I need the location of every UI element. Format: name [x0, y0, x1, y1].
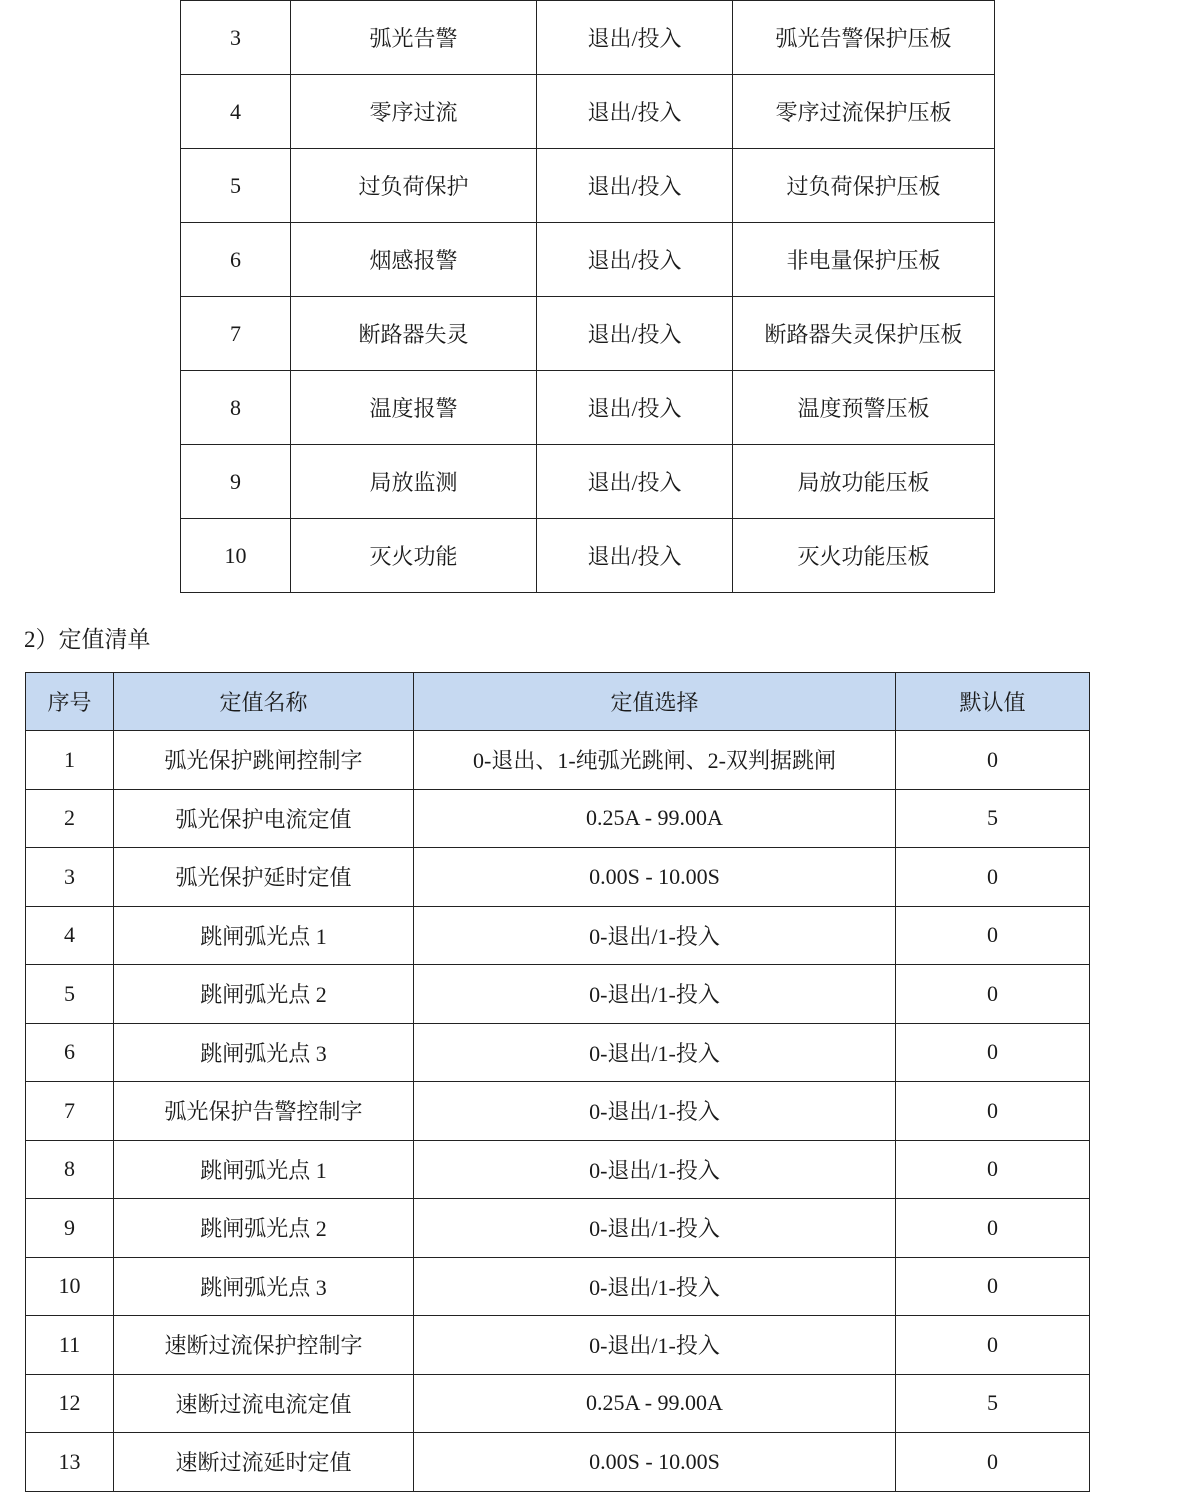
- plate-function-name: 局放监测: [291, 445, 537, 519]
- setting-default-value: 0: [896, 1140, 1090, 1199]
- table-row: [181, 371, 995, 445]
- plate-state: 退出/投入: [537, 297, 733, 371]
- setting-name: 跳闸弧光点 3: [114, 1023, 414, 1082]
- setting-row-number: 1: [26, 731, 114, 790]
- plate-function-name: 灭火功能: [291, 519, 537, 593]
- setting-name: 速断过流电流定值: [114, 1374, 414, 1433]
- setting-name: 跳闸弧光点 3: [114, 1257, 414, 1316]
- setting-default-value: 0: [896, 1433, 1090, 1492]
- setting-name: 弧光保护告警控制字: [114, 1082, 414, 1141]
- settings-list-table: [25, 672, 1090, 1492]
- plate-state: 退出/投入: [537, 519, 733, 593]
- plate-state: 退出/投入: [537, 223, 733, 297]
- setting-name: 跳闸弧光点 2: [114, 1199, 414, 1258]
- setting-default-value: 5: [896, 789, 1090, 848]
- plate-state: 退出/投入: [537, 149, 733, 223]
- plate-function-name: 烟感报警: [291, 223, 537, 297]
- setting-choice: 0-退出/1-投入: [414, 906, 896, 965]
- plate-function-name: 温度报警: [291, 371, 537, 445]
- plate-row-number: 4: [181, 75, 291, 149]
- plate-name: 灭火功能压板: [733, 519, 995, 593]
- setting-row-number: 8: [26, 1140, 114, 1199]
- setting-default-value: 0: [896, 1316, 1090, 1375]
- settings-header-row: [26, 673, 1090, 731]
- plate-name: 弧光告警保护压板: [733, 1, 995, 75]
- setting-choice: 0.25A - 99.00A: [414, 1374, 896, 1433]
- setting-row-number: 12: [26, 1374, 114, 1433]
- setting-row-number: 7: [26, 1082, 114, 1141]
- protection-plate-table-body: [181, 1, 995, 593]
- table-row: [26, 965, 1090, 1024]
- setting-name: 速断过流保护控制字: [114, 1316, 414, 1375]
- setting-row-number: 11: [26, 1316, 114, 1375]
- plate-function-name: 弧光告警: [291, 1, 537, 75]
- table-row: [26, 1140, 1090, 1199]
- plate-name: 局放功能压板: [733, 445, 995, 519]
- setting-default-value: 0: [896, 848, 1090, 907]
- table-row: [181, 149, 995, 223]
- setting-choice: 0.00S - 10.00S: [414, 1433, 896, 1492]
- table-row: [181, 1, 995, 75]
- plate-state: 退出/投入: [537, 75, 733, 149]
- table-row: [26, 789, 1090, 848]
- setting-choice: 0.25A - 99.00A: [414, 789, 896, 848]
- setting-row-number: 10: [26, 1257, 114, 1316]
- plate-state: 退出/投入: [537, 1, 733, 75]
- table-row: [26, 848, 1090, 907]
- setting-choice: 0-退出/1-投入: [414, 1257, 896, 1316]
- table-row: [26, 1257, 1090, 1316]
- table-row: [181, 75, 995, 149]
- setting-row-number: 5: [26, 965, 114, 1024]
- plate-row-number: 7: [181, 297, 291, 371]
- setting-name: 跳闸弧光点 2: [114, 965, 414, 1024]
- setting-row-number: 2: [26, 789, 114, 848]
- table-row: [26, 906, 1090, 965]
- setting-choice: 0-退出/1-投入: [414, 1082, 896, 1141]
- setting-name: 速断过流延时定值: [114, 1433, 414, 1492]
- table-row: [26, 1433, 1090, 1492]
- header-default-value: 默认值: [896, 673, 1090, 731]
- setting-choice: 0-退出/1-投入: [414, 1316, 896, 1375]
- setting-default-value: 0: [896, 906, 1090, 965]
- setting-name: 弧光保护跳闸控制字: [114, 731, 414, 790]
- plate-row-number: 10: [181, 519, 291, 593]
- plate-name: 零序过流保护压板: [733, 75, 995, 149]
- table-row: [26, 731, 1090, 790]
- plate-state: 退出/投入: [537, 445, 733, 519]
- plate-function-name: 断路器失灵: [291, 297, 537, 371]
- setting-choice: 0-退出/1-投入: [414, 1023, 896, 1082]
- plate-row-number: 9: [181, 445, 291, 519]
- setting-row-number: 4: [26, 906, 114, 965]
- setting-choice: 0-退出、1-纯弧光跳闸、2-双判据跳闸: [414, 731, 896, 790]
- protection-plate-table: [180, 0, 995, 593]
- setting-choice: 0-退出/1-投入: [414, 1140, 896, 1199]
- header-serial-number: 序号: [26, 673, 114, 731]
- plate-name: 温度预警压板: [733, 371, 995, 445]
- setting-default-value: 5: [896, 1374, 1090, 1433]
- setting-default-value: 0: [896, 1199, 1090, 1258]
- plate-state: 退出/投入: [537, 371, 733, 445]
- setting-default-value: 0: [896, 731, 1090, 790]
- plate-name: 断路器失灵保护压板: [733, 297, 995, 371]
- settings-section-heading: 2）定值清单: [24, 627, 151, 652]
- plate-row-number: 3: [181, 1, 291, 75]
- table-row: [26, 1374, 1090, 1433]
- setting-row-number: 13: [26, 1433, 114, 1492]
- table-row: [181, 297, 995, 371]
- table-row: [26, 1023, 1090, 1082]
- setting-name: 弧光保护电流定值: [114, 789, 414, 848]
- setting-name: 跳闸弧光点 1: [114, 1140, 414, 1199]
- plate-row-number: 6: [181, 223, 291, 297]
- table-row: [26, 1082, 1090, 1141]
- setting-default-value: 0: [896, 1082, 1090, 1141]
- setting-row-number: 3: [26, 848, 114, 907]
- plate-function-name: 过负荷保护: [291, 149, 537, 223]
- setting-default-value: 0: [896, 1257, 1090, 1316]
- setting-default-value: 0: [896, 965, 1090, 1024]
- setting-row-number: 9: [26, 1199, 114, 1258]
- table-row: [181, 223, 995, 297]
- header-setting-name: 定值名称: [114, 673, 414, 731]
- setting-row-number: 6: [26, 1023, 114, 1082]
- plate-function-name: 零序过流: [291, 75, 537, 149]
- setting-choice: 0-退出/1-投入: [414, 1199, 896, 1258]
- setting-name: 弧光保护延时定值: [114, 848, 414, 907]
- table-row: [26, 1316, 1090, 1375]
- table-row: [181, 519, 995, 593]
- table-row: [26, 1199, 1090, 1258]
- setting-name: 跳闸弧光点 1: [114, 906, 414, 965]
- setting-default-value: 0: [896, 1023, 1090, 1082]
- table-row: [181, 445, 995, 519]
- setting-choice: 0.00S - 10.00S: [414, 848, 896, 907]
- header-setting-choice: 定值选择: [414, 673, 896, 731]
- settings-table-body: [26, 731, 1090, 1492]
- plate-name: 非电量保护压板: [733, 223, 995, 297]
- setting-choice: 0-退出/1-投入: [414, 965, 896, 1024]
- plate-row-number: 5: [181, 149, 291, 223]
- plate-name: 过负荷保护压板: [733, 149, 995, 223]
- plate-row-number: 8: [181, 371, 291, 445]
